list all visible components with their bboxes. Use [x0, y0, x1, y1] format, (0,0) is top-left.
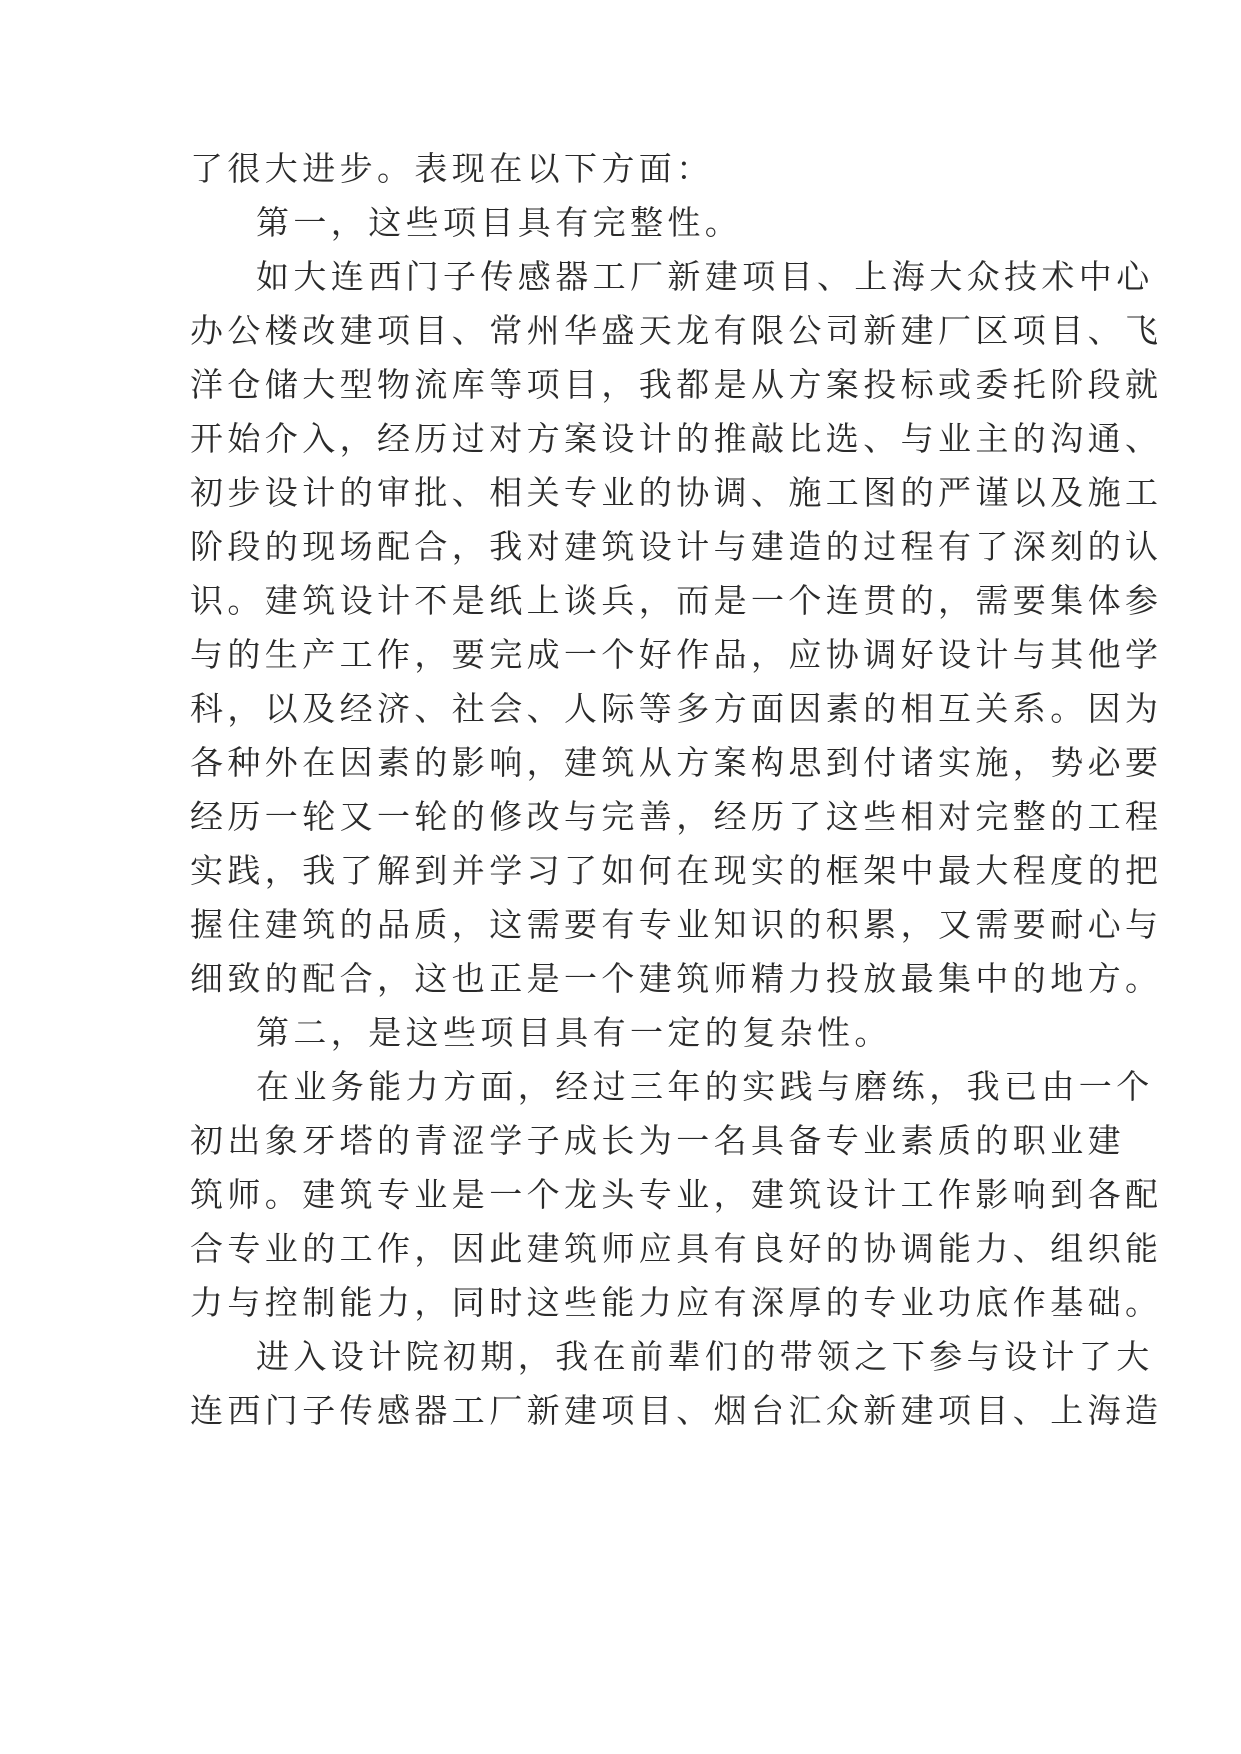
- text-line: 了很大进步。表现在以下方面：: [190, 149, 714, 188]
- text-line: 连西门子传感器工厂新建项目、烟台汇众新建项目、上海造: [190, 1391, 1163, 1430]
- text-line: 初步设计的审批、相关专业的协调、施工图的严谨以及施工: [190, 473, 1163, 512]
- text-line: 办公楼改建项目、常州华盛天龙有限公司新建厂区项目、飞: [190, 311, 1163, 350]
- text-line: 识。建筑设计不是纸上谈兵，而是一个连贯的，需要集体参: [190, 581, 1163, 620]
- text-line: 在业务能力方面，经过三年的实践与磨练，我已由一个: [256, 1067, 1154, 1106]
- text-line: 细致的配合，这也正是一个建筑师精力投放最集中的地方。: [190, 959, 1163, 998]
- text-line: 进入设计院初期，我在前辈们的带领之下参与设计了大: [256, 1337, 1154, 1376]
- text-line: 与的生产工作，要完成一个好作品，应协调好设计与其他学: [190, 635, 1163, 674]
- text-line: 各种外在因素的影响，建筑从方案构思到付诸实施，势必要: [190, 743, 1163, 782]
- text-line: 合专业的工作，因此建筑师应具有良好的协调能力、组织能: [190, 1229, 1163, 1268]
- text-line: 阶段的现场配合，我对建筑设计与建造的过程有了深刻的认: [190, 527, 1163, 566]
- text-line: 初出象牙塔的青涩学子成长为一名具备专业素质的职业建: [190, 1121, 1125, 1160]
- text-line: 如大连西门子传感器工厂新建项目、上海大众技术中心: [256, 257, 1154, 296]
- text-line: 科，以及经济、社会、人际等多方面因素的相互关系。因为: [190, 689, 1163, 728]
- text-line: 经历一轮又一轮的修改与完善，经历了这些相对完整的工程: [190, 797, 1163, 836]
- text-line: 实践，我了解到并学习了如何在现实的框架中最大程度的把: [190, 851, 1163, 890]
- text-line: 筑师。建筑专业是一个龙头专业，建筑设计工作影响到各配: [190, 1175, 1163, 1214]
- text-line: 力与控制能力，同时这些能力应有深厚的专业功底作基础。: [190, 1283, 1163, 1322]
- text-line: 洋仓储大型物流库等项目，我都是从方案投标或委托阶段就: [190, 365, 1163, 404]
- section-heading-second: 第二，是这些项目具有一定的复杂性。: [256, 1013, 892, 1052]
- text-line: 握住建筑的品质，这需要有专业知识的积累，又需要耐心与: [190, 905, 1163, 944]
- text-line: 开始介入，经历过对方案设计的推敲比选、与业主的沟通、: [190, 419, 1163, 458]
- section-heading-first: 第一，这些项目具有完整性。: [256, 203, 743, 242]
